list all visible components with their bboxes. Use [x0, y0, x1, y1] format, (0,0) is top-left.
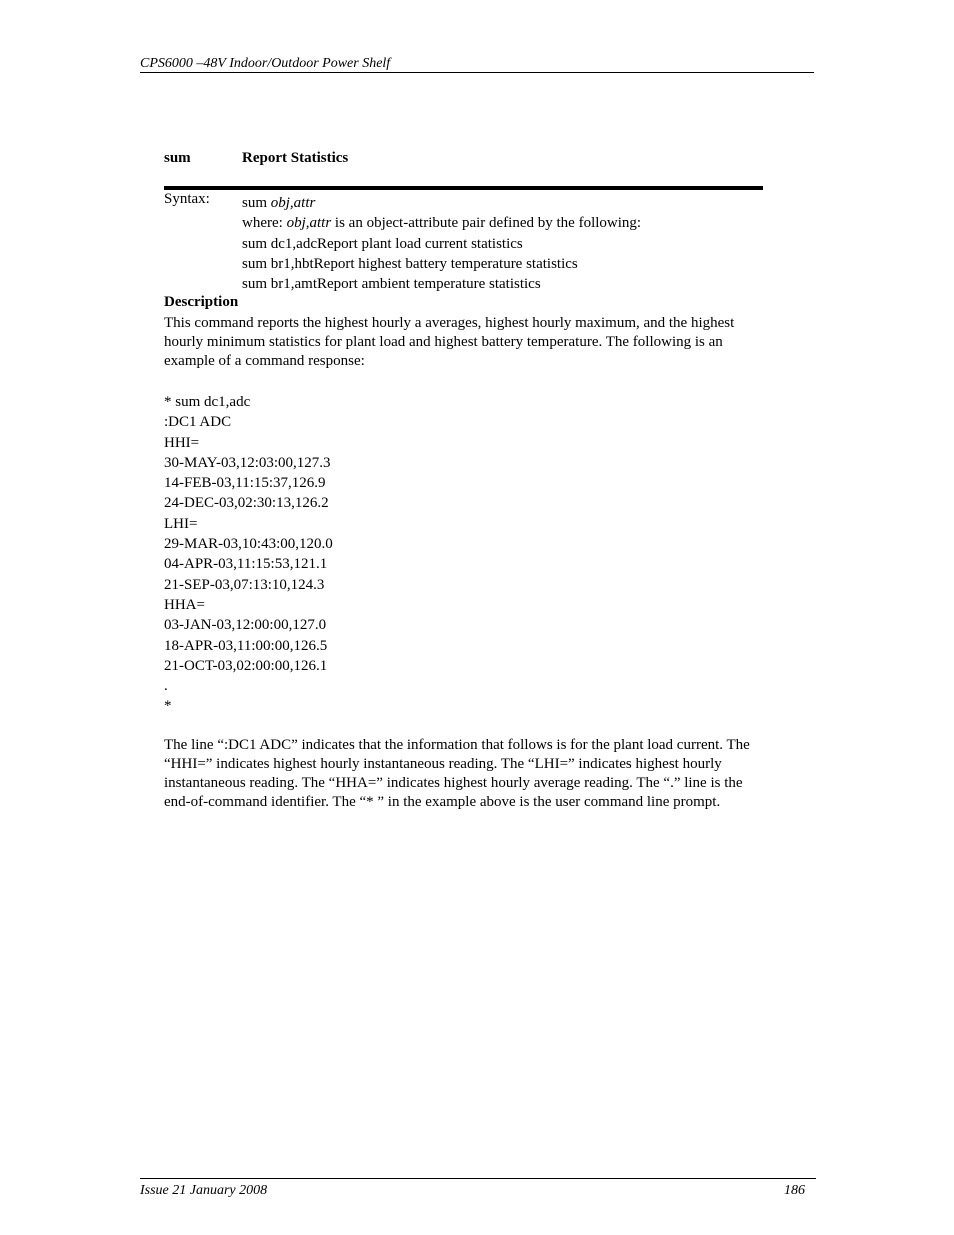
- syntax-usage-line: [242, 193, 762, 213]
- description-explanation: The line “:DC1 ADC” indicates that the information that follows is for the plant load current. The “HHI=” indicates highest hourly instantaneous reading. The “LHI=” indicates highest hourly instantaneous reading. The “HHA=” indicates highest hourly average reading. The “.” line is the end-of-command identifier. The “* ” in the example above is the user command line prompt.: [164, 737, 750, 810]
- response-line: HHA=: [164, 596, 205, 613]
- syntax-example-line: sum br1,hbtReport highest battery temperature statistics: [242, 255, 578, 272]
- page-number: 186: [784, 1183, 805, 1198]
- syntax-where-args: obj,attr: [286, 215, 332, 232]
- command-response-example: [164, 392, 333, 717]
- command-description: Report Statistics: [242, 150, 349, 166]
- footer-issue: Issue 21 January 2008: [140, 1183, 268, 1198]
- syntax-where: where:: [242, 215, 287, 232]
- syntax-command: sum: [242, 195, 271, 211]
- response-line: :DC1 ADC: [164, 414, 232, 431]
- syntax-where-line: [242, 213, 762, 233]
- syntax-example-line: sum br1,amtReport ambient temperature statistics: [242, 276, 541, 293]
- header-divider: [140, 72, 814, 73]
- response-line: 29-MAR-03,10:43:00,120.0: [164, 536, 333, 553]
- response-line: HHI=: [164, 434, 200, 451]
- description-intro: This command reports the highest hourly a averages, highest hourly maximum, and the highest hourly minimum statistics for plant load and highest battery temperature. The following is an example of a command response:: [164, 315, 735, 369]
- response-line: 18-APR-03,11:00:00,126.5: [164, 637, 328, 654]
- syntax-where-rest: is an object-attribute pair defined by the following:: [331, 215, 642, 232]
- command-divider: [164, 186, 763, 190]
- response-line: 04-APR-03,11:15:53,121.1: [164, 556, 328, 573]
- response-line: LHI=: [164, 515, 198, 532]
- command-name: sum: [164, 150, 191, 166]
- syntax-args: obj,attr: [270, 195, 316, 211]
- response-line: .: [164, 678, 168, 695]
- response-line: 21-OCT-03,02:00:00,126.1: [164, 657, 328, 674]
- response-line: *: [164, 698, 172, 715]
- footer-divider: [140, 1178, 816, 1179]
- response-line: * sum dc1,adc: [164, 394, 251, 410]
- response-line: 14-FEB-03,11:15:37,126.9: [164, 475, 326, 492]
- syntax-example-line: sum dc1,adcReport plant load current statistics: [242, 235, 523, 252]
- description-heading: Description: [164, 294, 239, 310]
- response-line: 03-JAN-03,12:00:00,127.0: [164, 617, 327, 634]
- syntax-block: [242, 193, 762, 294]
- response-line: 24-DEC-03,02:30:13,126.2: [164, 495, 329, 512]
- response-line: 21-SEP-03,07:13:10,124.3: [164, 576, 325, 593]
- syntax-label: Syntax:: [164, 191, 210, 207]
- response-line: 30-MAY-03,12:03:00,127.3: [164, 454, 331, 471]
- running-header-title: CPS6000 –48V Indoor/Outdoor Power Shelf: [140, 56, 391, 71]
